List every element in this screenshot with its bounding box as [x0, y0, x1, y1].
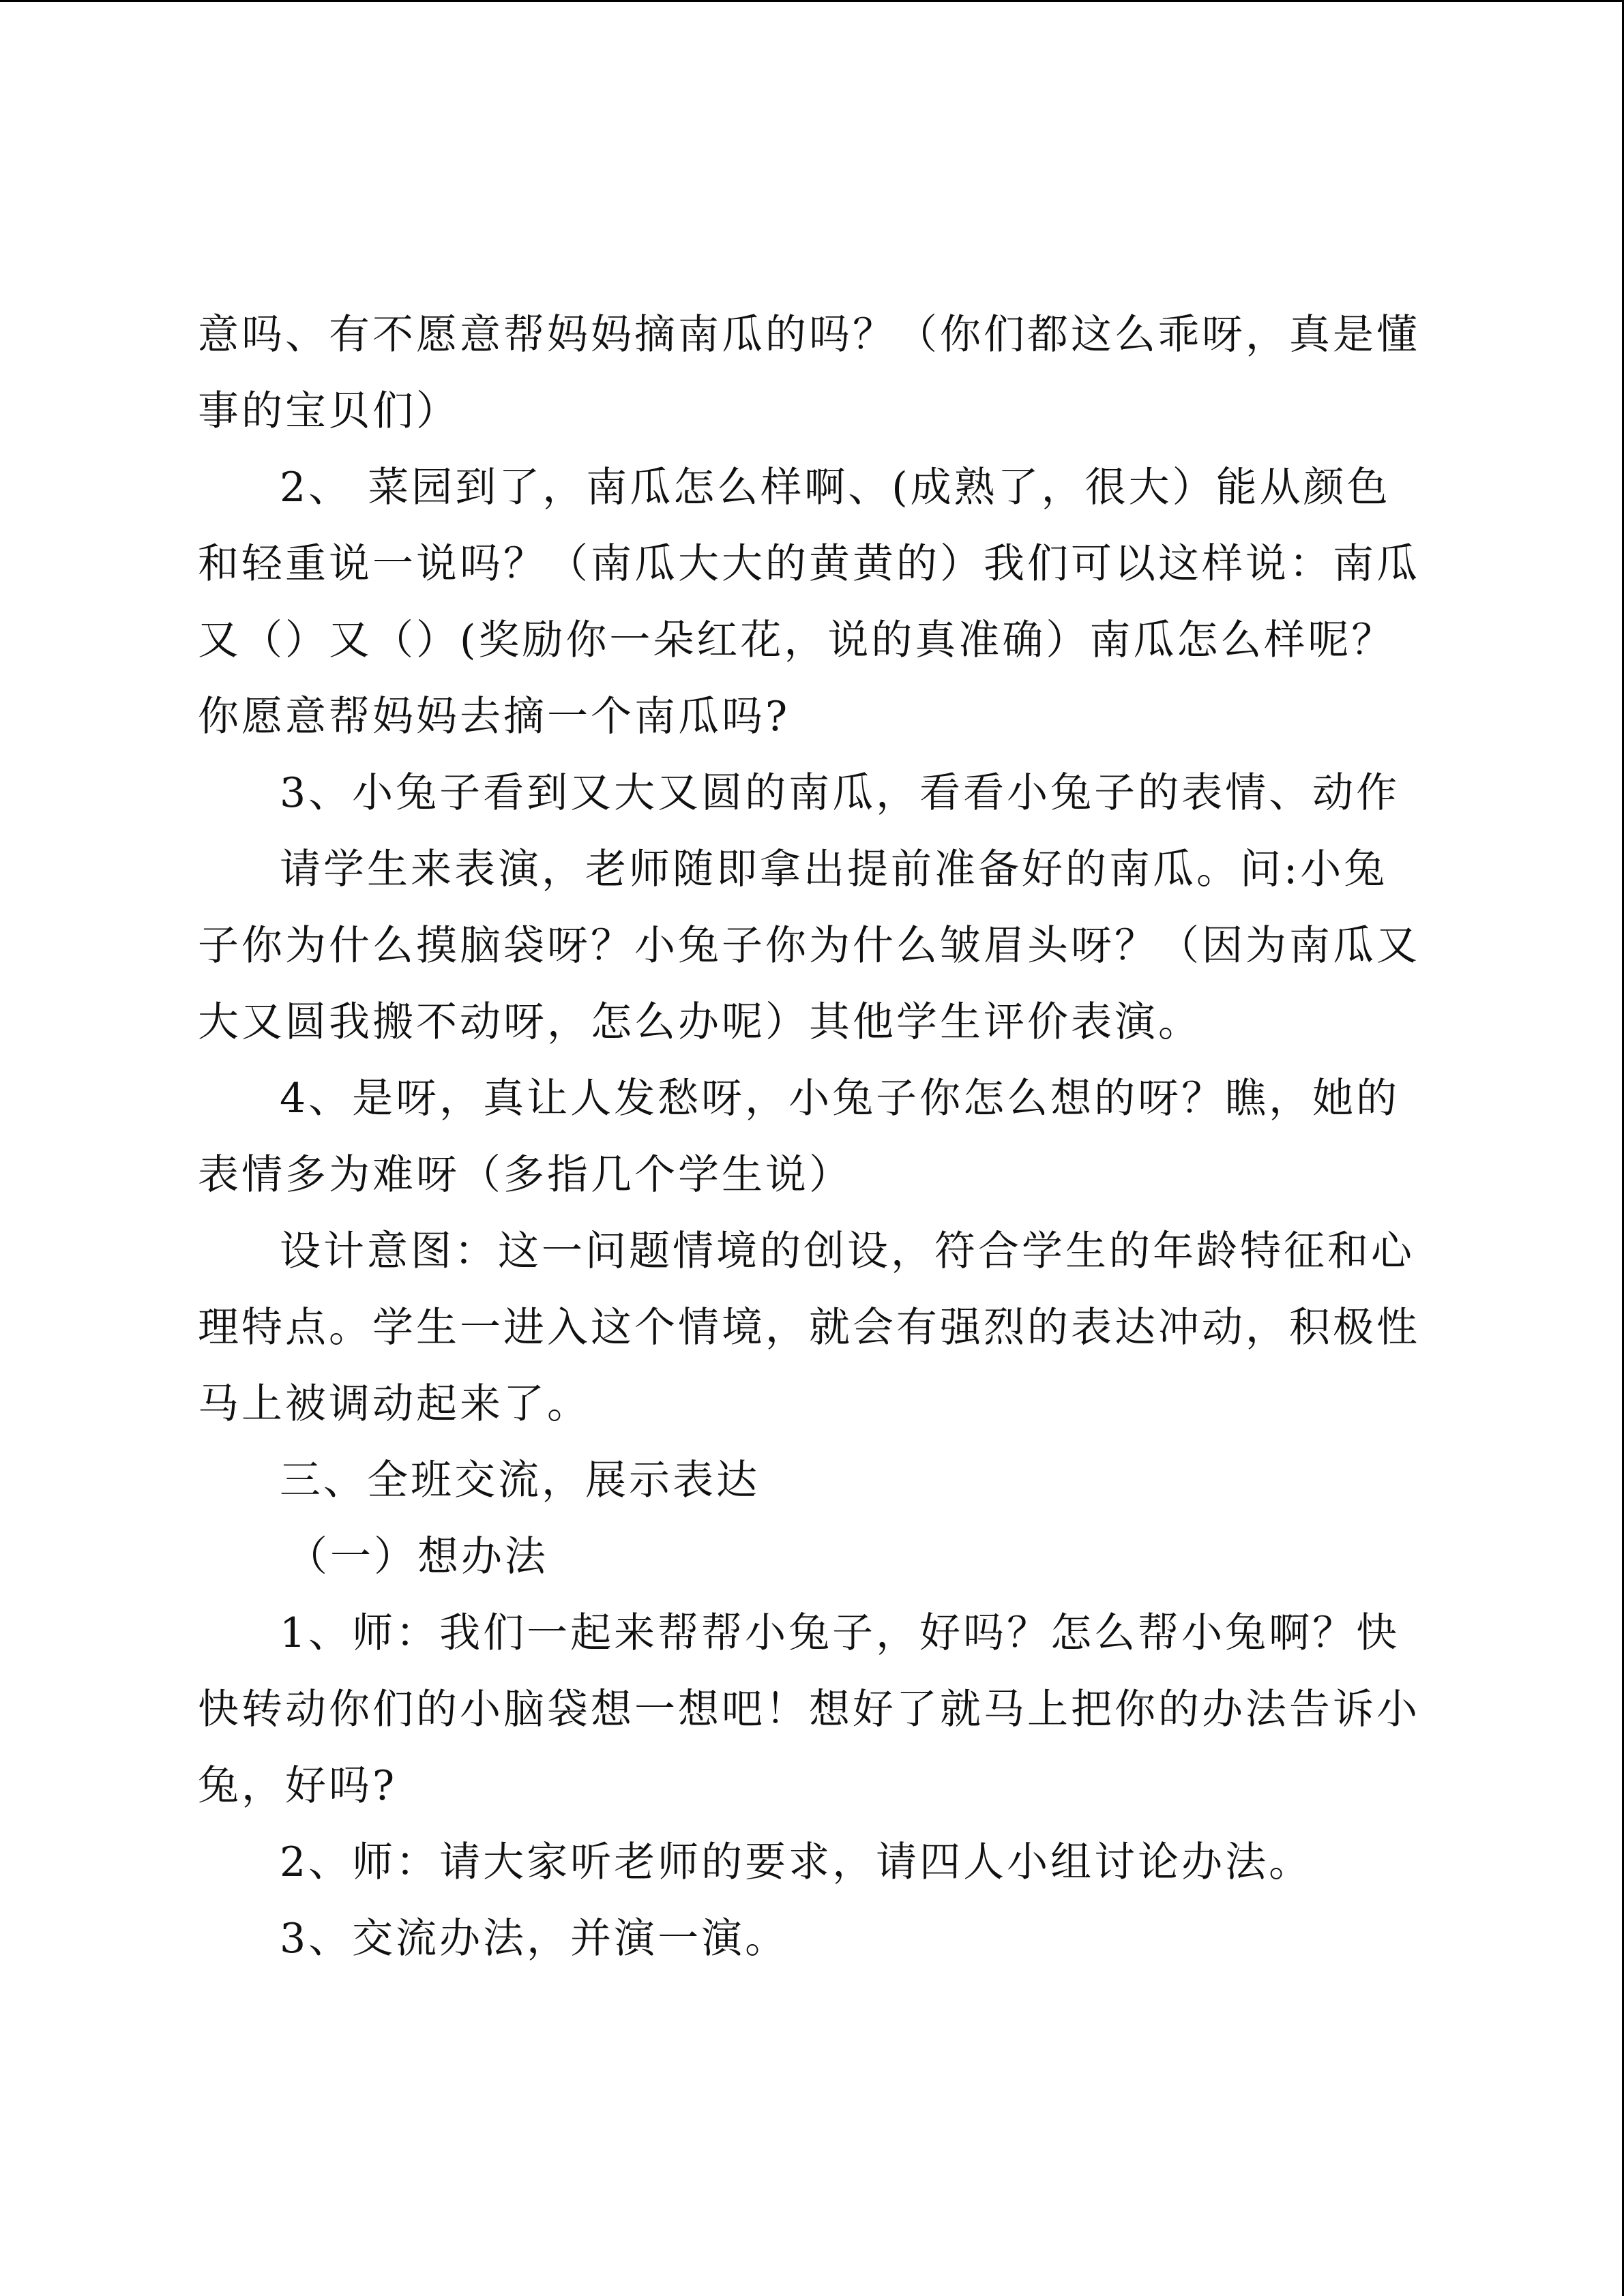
- section-heading-3: 三、全班交流，展示表达: [280, 1457, 760, 1504]
- subsection-heading-1: （一）想办法: [286, 1533, 548, 1581]
- paragraph-design-intent: 设计意图：这一问题情境的创设，符合学生的年龄特征和心理特点。学生一进入这个情境，就会有强烈的表达冲动，积极性马上被调动起来了。: [198, 1227, 1420, 1428]
- paragraph-6: 1、师：我们一起来帮帮小兔子，好吗？怎么帮小兔啊？快快转动你们的小脑袋想一想吧！想好了就马上把你的办法告诉小兔，好吗?: [198, 1609, 1420, 1810]
- paragraph-3: 3、小兔子看到又大又圆的南瓜，看看小兔子的表情、动作: [280, 769, 1400, 817]
- document-body: [198, 297, 1426, 1977]
- paragraph-1: 意吗、有不愿意帮妈妈摘南瓜的吗？（你们都这么乖呀，真是懂事的宝贝们）: [198, 311, 1420, 435]
- paragraph-2: 2、 菜园到了，南瓜怎么样啊、(成熟了，很大）能从颜色和轻重说一说吗？（南瓜大大的黄黄的）我们可以这样说：南瓜又（）又（）(奖励你一朵红花，说的真准确）南瓜怎么样呢？你愿意帮妈妈去摘一个南瓜吗?: [198, 464, 1420, 741]
- paragraph-7: 2、师：请大家听老师的要求，请四人小组讨论办法。: [280, 1838, 1313, 1886]
- paragraph-8: 3、交流办法，并演一演。: [280, 1915, 789, 1963]
- paragraph-5: 4、是呀，真让人发愁呀，小兔子你怎么想的呀？瞧，她的表情多为难呀（多指几个学生说）: [198, 1075, 1400, 1199]
- paragraph-4: 请学生来表演，老师随即拿出提前准备好的南瓜。问:小兔子你为什么摸脑袋呀？小兔子你为什么皱眉头呀？（因为南瓜又大又圆我搬不动呀，怎么办呢）其他学生评价表演。: [198, 846, 1420, 1046]
